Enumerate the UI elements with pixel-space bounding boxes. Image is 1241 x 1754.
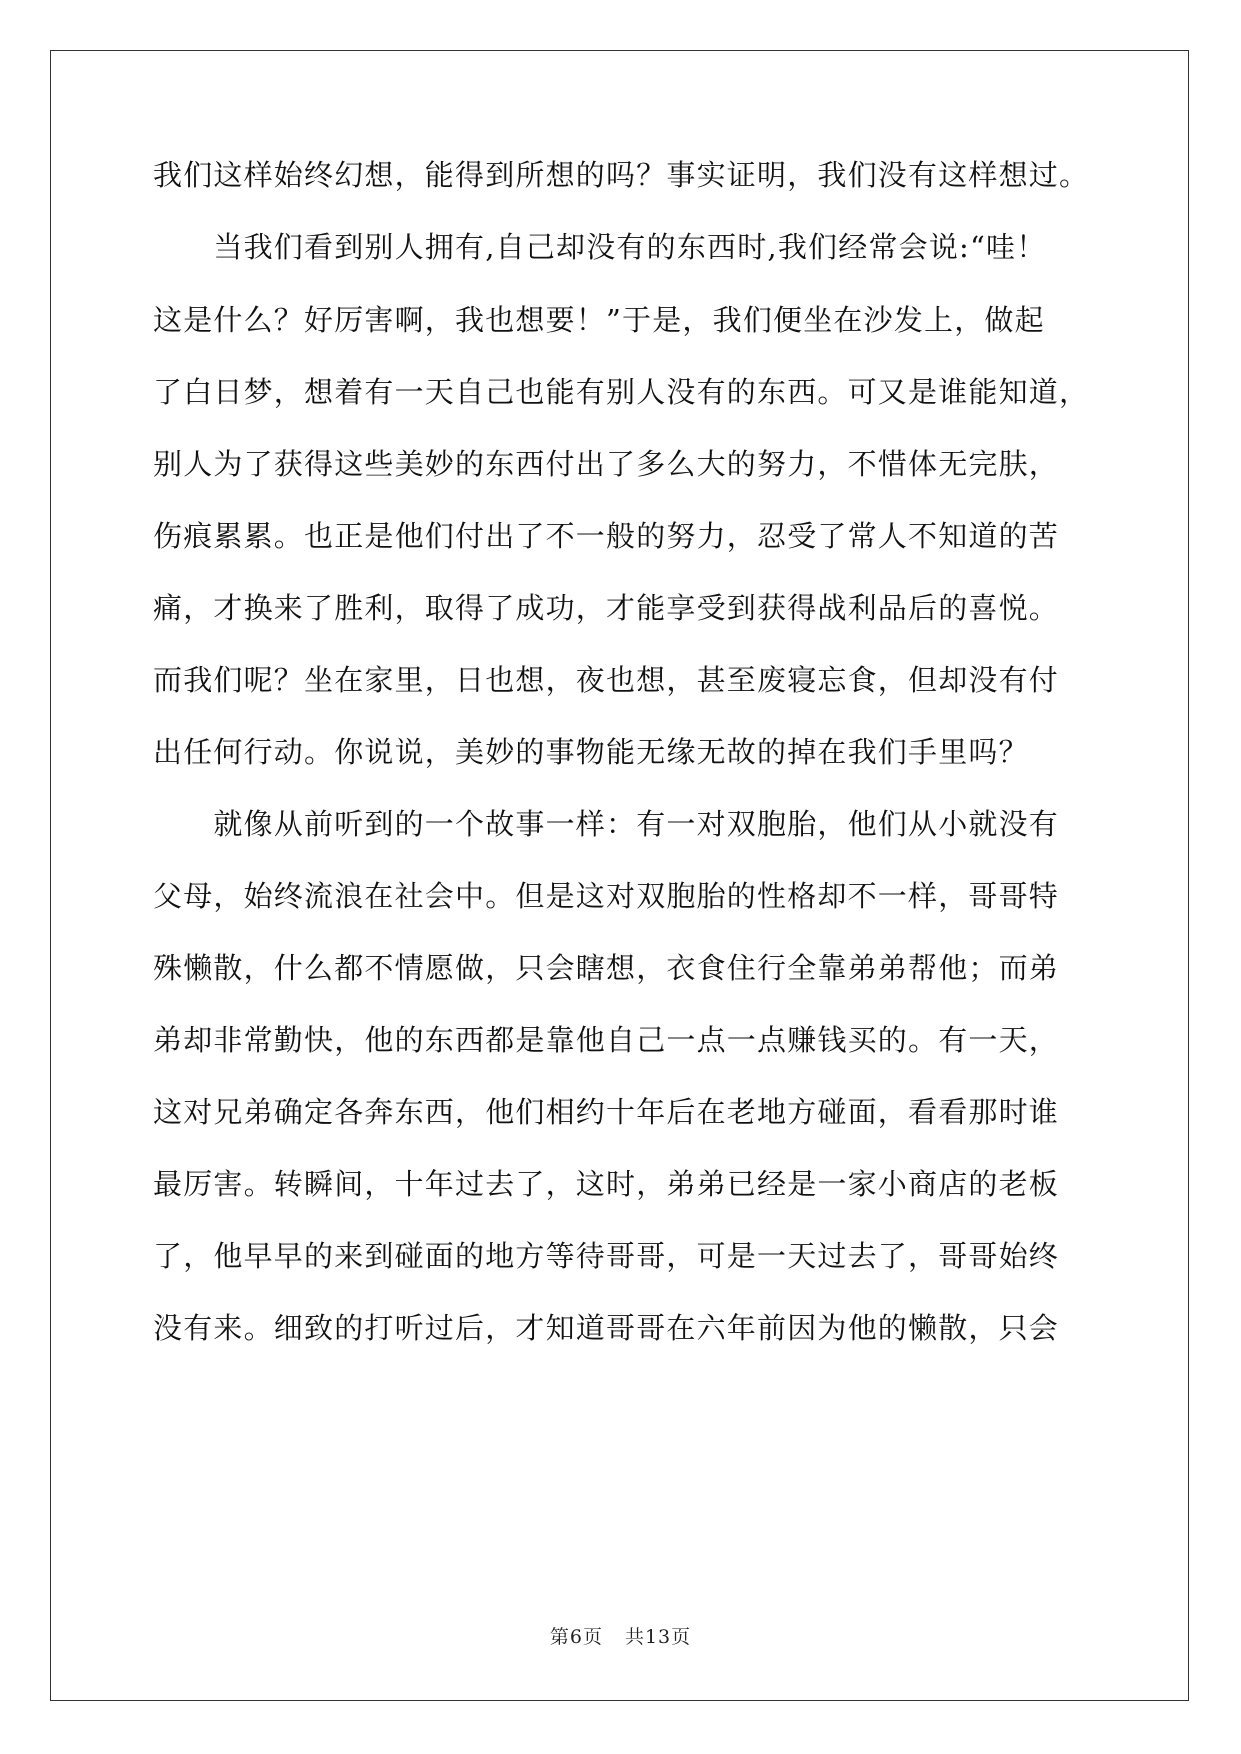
- text-line: 最厉害。转瞬间，十年过去了，这时，弟弟已经是一家小商店的老板: [153, 1167, 1060, 1201]
- text-line: 而我们呢？坐在家里，日也想，夜也想，甚至废寝忘食，但却没有付: [153, 663, 1060, 697]
- text-line: 这是什么？好厉害啊，我也想要！”于是，我们便坐在沙发上，做起: [153, 303, 1045, 337]
- text-line: 了白日梦，想着有一天自己也能有别人没有的东西。可又是谁能知道，: [153, 375, 1090, 409]
- text-line: 了，他早早的来到碰面的地方等待哥哥，可是一天过去了，哥哥始终: [153, 1239, 1060, 1273]
- text-line: 当我们看到别人拥有,自己却没有的东西时,我们经常会说:“哇！: [153, 230, 1047, 264]
- text-line: 伤痕累累。也正是他们付出了不一般的努力，忍受了常人不知道的苦: [153, 519, 1060, 553]
- text-line: 就像从前听到的一个故事一样：有一对双胞胎，他们从小就没有: [153, 807, 1060, 841]
- page-number: 第6页: [549, 1626, 603, 1648]
- text-line: 别人为了获得这些美妙的东西付出了多么大的努力，不惜体无完肤，: [153, 447, 1060, 481]
- text-line: 父母，始终流浪在社会中。但是这对双胞胎的性格却不一样，哥哥特: [153, 879, 1060, 913]
- text-line: 痛，才换来了胜利，取得了成功，才能享受到获得战利品后的喜悦。: [153, 591, 1060, 625]
- page-total: 共13页: [624, 1626, 692, 1648]
- text-line: 这对兄弟确定各奔东西，他们相约十年后在老地方碰面，看看那时谁: [153, 1095, 1060, 1129]
- text-line: 我们这样始终幻想，能得到所想的吗？事实证明，我们没有这样想过。: [153, 158, 1090, 192]
- text-line: 没有来。细致的打听过后，才知道哥哥在六年前因为他的懒散，只会: [153, 1311, 1060, 1345]
- text-line: 出任何行动。你说说，美妙的事物能无缘无故的掉在我们手里吗？: [153, 735, 1029, 769]
- text-line: 殊懒散，什么都不情愿做，只会瞎想，衣食住行全靠弟弟帮他；而弟: [153, 951, 1060, 985]
- text-line: 弟却非常勤快，他的东西都是靠他自己一点一点赚钱买的。有一天，: [153, 1023, 1060, 1057]
- page-footer: [0, 1622, 1241, 1649]
